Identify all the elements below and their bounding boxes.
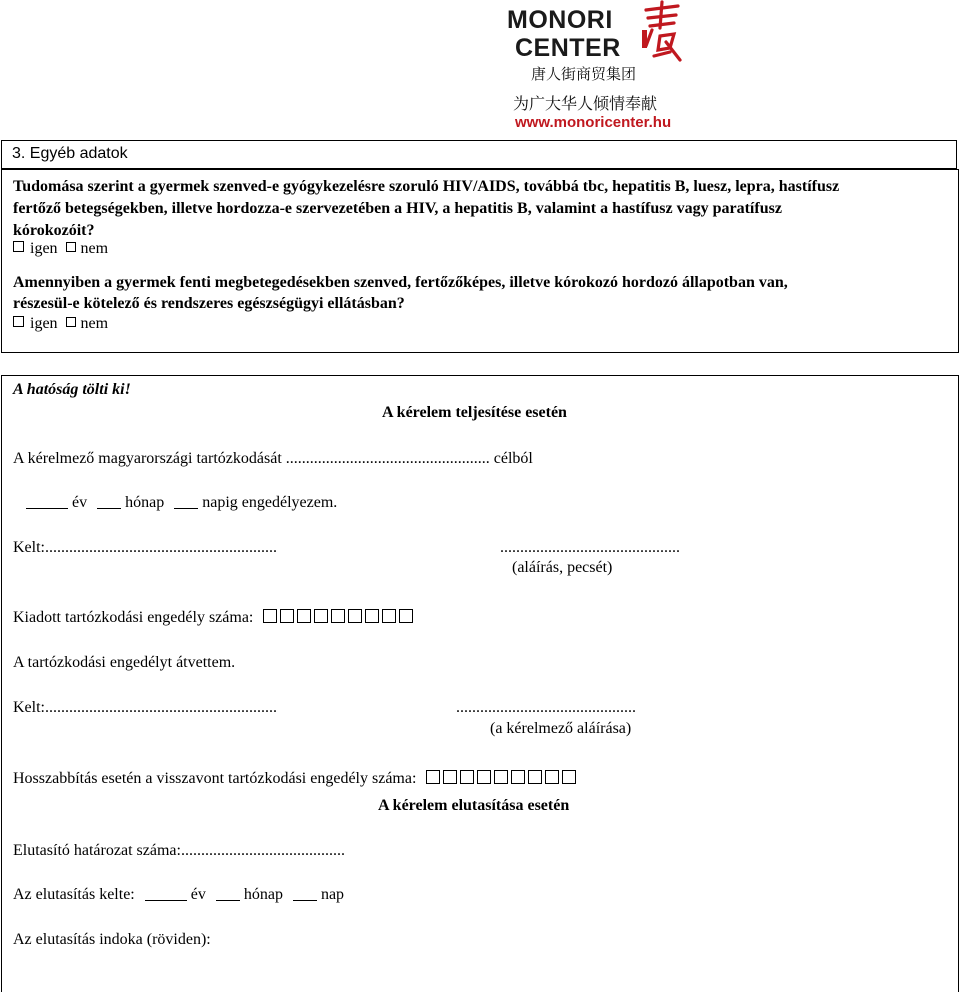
- rejection-year-field[interactable]: [145, 886, 187, 901]
- rejection-reason-label: Az elutasítás indoka (röviden):: [13, 931, 211, 948]
- kelt1-label: Kelt:: [13, 539, 45, 556]
- q2-line2: részesül-e kötelező és rendszeres egészségügyi ellátásban?: [13, 295, 405, 312]
- q2-no-checkbox[interactable]: [66, 317, 76, 327]
- sig1-dots[interactable]: .............................................: [500, 539, 680, 556]
- rejection-number-field[interactable]: .........................................: [180, 842, 345, 859]
- days-field[interactable]: [174, 494, 198, 509]
- q1-yes-label: igen: [30, 240, 58, 257]
- stay-purpose-field[interactable]: ...................................................: [285, 450, 490, 467]
- q2-options: [13, 315, 108, 333]
- sig1-label: (aláírás, pecsét): [512, 559, 613, 576]
- years-label: év: [72, 494, 88, 511]
- sig2-dots[interactable]: .............................................: [456, 699, 636, 716]
- q2-no-label: nem: [80, 315, 109, 332]
- q1-line1: Tudomása szerint a gyermek szenved-e gyógykezelésre szoruló HIV/AIDS, továbbá tbc, hepatitis B, luesz, lepra, hastífusz: [13, 178, 840, 195]
- rejection-day-field[interactable]: [293, 886, 317, 901]
- kelt1-date-field[interactable]: ..........................................................: [45, 539, 277, 556]
- authority-label: A hatóság tölti ki!: [13, 381, 131, 398]
- q1-no-label: nem: [80, 240, 109, 257]
- kelt1-line: [13, 539, 277, 557]
- q1-no-checkbox[interactable]: [66, 242, 76, 252]
- revoked-number-boxes[interactable]: [426, 770, 579, 787]
- permit-number-line: [13, 609, 416, 627]
- rejection-number-label: Elutasító határozat száma:: [13, 842, 181, 859]
- authority-box: [1, 375, 959, 992]
- q1-yes-checkbox[interactable]: [13, 241, 24, 252]
- months-field[interactable]: [97, 494, 121, 509]
- months-label: hónap: [125, 494, 165, 511]
- rejection-month-field[interactable]: [216, 886, 240, 901]
- days-label: napig engedélyezem.: [202, 494, 338, 511]
- health-questions-box: [1, 169, 959, 353]
- kelt2-date-field[interactable]: ..........................................................: [45, 699, 277, 716]
- q2-line1: Amennyiben a gyermek fenti megbetegedésekben szenved, fertőzőképes, illetve kórokozó hordozó állapotban van,: [13, 274, 788, 291]
- permit-number-label: Kiadott tartózkodási engedély száma:: [13, 609, 254, 626]
- monori-center-logo: [500, 0, 690, 135]
- logo-text-monori: MONORI: [507, 6, 613, 34]
- revoked-number-label: Hosszabbítás esetén a visszavont tartózkodási engedély száma:: [13, 770, 417, 787]
- rejection-date-line: [13, 886, 344, 904]
- stay-line: [13, 450, 533, 468]
- received-line: A tartózkodási engedélyt átvettem.: [13, 654, 236, 671]
- q2-yes-checkbox[interactable]: [13, 316, 24, 327]
- kelt2-label: Kelt:: [13, 699, 45, 716]
- approved-title: A kérelem teljesítése esetén: [382, 404, 567, 421]
- logo-url: www.monoricenter.hu: [515, 114, 672, 131]
- rejection-number-line: [13, 842, 345, 860]
- kelt2-line: [13, 699, 277, 717]
- years-field[interactable]: [26, 494, 68, 509]
- chinatown-calligraphy-icon: [640, 0, 685, 62]
- rejection-date-label: Az elutasítás kelte:: [13, 886, 135, 903]
- section-title: 3. Egyéb adatok: [12, 145, 128, 162]
- rejection-month-label: hónap: [243, 886, 283, 903]
- q2-yes-label: igen: [30, 315, 58, 332]
- stay-suffix: célból: [493, 450, 533, 467]
- rejection-year-label: év: [190, 886, 206, 903]
- q1-line3: kórokozóit?: [13, 222, 95, 239]
- rejected-title: A kérelem elutasítása esetén: [378, 797, 570, 814]
- section-header: [1, 140, 957, 169]
- duration-line: [26, 494, 337, 512]
- stay-label: A kérelmező magyarországi tartózkodását: [13, 450, 282, 467]
- logo-text-center: CENTER: [515, 34, 621, 62]
- q1-options: [13, 240, 108, 258]
- permit-number-boxes[interactable]: [263, 609, 416, 626]
- logo-chinese-slogan: 为广大华人倾情奉献: [513, 96, 658, 113]
- sig2-label: (a kérelmező aláírása): [490, 720, 632, 737]
- rejection-day-label: nap: [320, 886, 345, 903]
- q1-line2: fertőző betegségekben, illetve hordozza-e szervezetében a HIV, a hepatitis B, valamint a hastífusz vagy paratífusz: [13, 200, 782, 217]
- revoked-number-line: [13, 770, 579, 788]
- logo-chinese-name: 唐人街商贸集团: [531, 66, 637, 83]
